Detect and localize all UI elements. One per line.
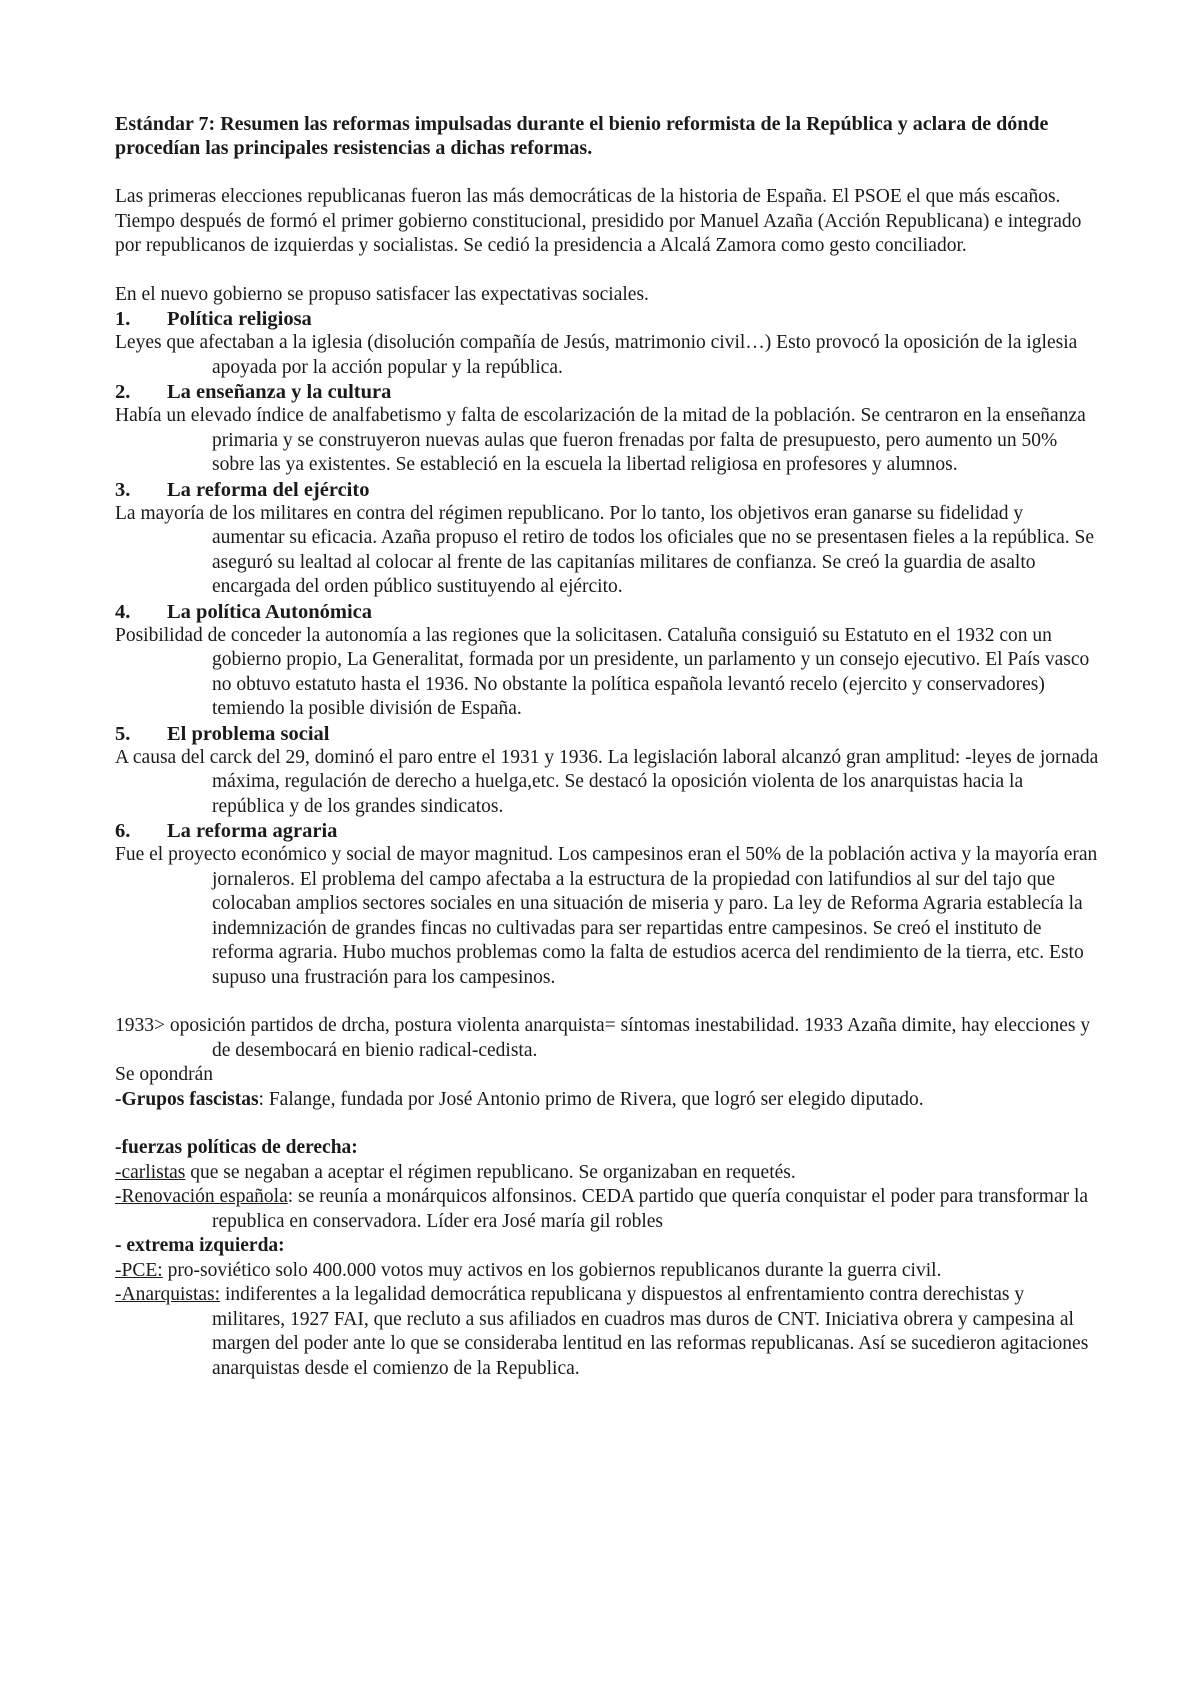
renovacion-text: : se reunía a monárquicos alfonsinos. CEDA partido que quería conquistar el poder para transformar la republica en conservadora. Líder era José maría gil robles bbox=[212, 1186, 1089, 1232]
document-title: Estándar 7: Resumen las reformas impulsadas durante el bienio reformista de la República y aclara de dónde procedían las principales resistencias a dichas reformas. bbox=[115, 113, 1049, 159]
anarquistas-entry bbox=[115, 1283, 1100, 1381]
section-1 bbox=[115, 307, 1100, 380]
section-text: La mayoría de los militares en contra del régimen republicano. Por lo tanto, los objetivos eran ganarse su fidelidad y aumentar su eficacia. Azaña propuso el retiro de todos los oficiales que no se presentasen fieles a la república. Se aseguró su lealtad al colocar al frente de las capitanías militares de confianza. Se creó la guardia de asalto encargada del orden público sustituyendo al ejército. bbox=[115, 502, 1095, 597]
section-2 bbox=[115, 380, 1100, 478]
section-number: 2. bbox=[115, 381, 131, 403]
section-text: Fue el proyecto económico y social de mayor magnitud. Los campesinos eran el 50% de la población activa y la mayoría eran jornaleros. El problema del campo afectaba a la estructura de la propiedad con latifundios al sur del tajo que colocaban amplios sectores sociales en una situación de miseria y paro. La ley de Reforma Agraria establecía la indemnización de grandes fincas no cultivadas para ser repartidas entre campesinos. Se creó el instituto de reforma agraria. Hubo muchos problemas como la falta de estudios acerca del rendimiento de la tierra, etc. Esto supuso una frustración para los campesinos. bbox=[115, 844, 1098, 988]
spacer bbox=[115, 1112, 1100, 1136]
section-title: La reforma del ejército bbox=[167, 478, 370, 501]
section-heading bbox=[115, 600, 1100, 624]
carlistas-entry bbox=[115, 1161, 1100, 1186]
section-number: 6. bbox=[115, 820, 131, 842]
pce-label: -PCE: bbox=[115, 1259, 163, 1281]
section-title: El problema social bbox=[167, 722, 330, 745]
section-number: 3. bbox=[115, 478, 131, 501]
se-opondran-label: Se opondrán bbox=[115, 1064, 214, 1085]
section-title: La enseñanza y la cultura bbox=[167, 381, 392, 403]
section-heading bbox=[115, 478, 1100, 502]
section-heading bbox=[115, 380, 1100, 404]
section-heading bbox=[115, 819, 1100, 843]
renovacion-label: -Renovación española bbox=[115, 1186, 288, 1207]
section-text: Leyes que afectaban a la iglesia (disolución compañía de Jesús, matrimonio civil…) Esto provocó la oposición de la iglesia apoyada por la acción popular y la república. bbox=[115, 332, 1078, 378]
izquierda-heading: - extrema izquierda: bbox=[115, 1235, 285, 1256]
section-number: 4. bbox=[115, 600, 131, 623]
pce-text: pro-soviético solo 400.000 votos muy activos en los gobiernos republicanos durante la guerra civil. bbox=[162, 1259, 942, 1281]
fascistas-text: : Falange, fundada por José Antonio primo de Rivera, que logró ser elegido diputado. bbox=[258, 1088, 924, 1110]
section-title: Política religiosa bbox=[167, 308, 312, 330]
section-6 bbox=[115, 819, 1100, 990]
fascistas-label: -Grupos fascistas bbox=[115, 1088, 259, 1110]
section-4 bbox=[115, 600, 1100, 722]
renovacion-entry bbox=[115, 1185, 1100, 1234]
section-number: 5. bbox=[115, 722, 131, 745]
section-title: La reforma agraria bbox=[167, 820, 338, 842]
section-3 bbox=[115, 478, 1100, 600]
spacer bbox=[115, 990, 1100, 1014]
section-heading bbox=[115, 307, 1100, 331]
derecha-heading: -fuerzas políticas de derecha: bbox=[115, 1137, 358, 1158]
carlistas-text: que se negaban a aceptar el régimen republicano. Se organizaban en requetés. bbox=[185, 1161, 796, 1183]
fascistas-entry bbox=[115, 1088, 1100, 1113]
section-number: 1. bbox=[115, 308, 131, 330]
section-5 bbox=[115, 722, 1100, 820]
section-title: La política Autonómica bbox=[167, 600, 373, 623]
section-text: Había un elevado índice de analfabetismo y falta de escolarización de la mitad de la población. Se centraron en la enseñanza primaria y se construyeron nuevas aulas que fueron frenadas por falta de presupuesto, pero aumento un 50% sobre las ya existentes. Se estableció en la escuela la libertad religiosa en profesores y alumnos. bbox=[115, 405, 1086, 475]
intro-paragraph: Las primeras elecciones republicanas fueron las más democráticas de la historia de España. El PSOE el que más escaños. Tiempo después de formó el primer gobierno constitucional, presidido por Manuel Azaña (Acción Republicana) e integrado por republicanos de izquierdas y socialistas. Se cedió la presidencia a Alcalá Zamora como gesto conciliador. bbox=[115, 186, 1082, 256]
paragraph-1933: 1933> oposición partidos de drcha, postura violenta anarquista= síntomas inestabilidad. 1933 Azaña dimite, hay elecciones y de desembocará en bienio radical-cedista. bbox=[115, 1015, 1091, 1061]
spacer bbox=[115, 259, 1100, 283]
document-body bbox=[115, 112, 1100, 1381]
lead-paragraph: En el nuevo gobierno se propuso satisfacer las expectativas sociales. bbox=[115, 283, 649, 305]
section-text: Posibilidad de conceder la autonomía a las regiones que la solicitasen. Cataluña consiguió su Estatuto en el 1932 con un gobierno propio, La Generalitat, formada por un presidente, un parlamento y un consejo ejecutivo. El País vasco no obtuvo estatuto hasta el 1936. No obstante la política española levantó recelo (ejercito y conservadores) temiendo la posible división de España. bbox=[115, 624, 1090, 719]
anarquistas-label: -Anarquistas: bbox=[115, 1284, 221, 1305]
section-text: A causa del carck del 29, dominó el paro entre el 1931 y 1936. La legislación laboral alcanzó gran amplitud: -leyes de jornada máxima, regulación de derecho a huelga,etc. Se destacó la oposición violenta de los anarquistas hacia la república y de los grandes sindicatos. bbox=[115, 746, 1099, 817]
carlistas-label: -carlistas bbox=[115, 1161, 186, 1183]
section-heading bbox=[115, 722, 1100, 746]
anarquistas-text: indiferentes a la legalidad democrática republicana y dispuestos al enfrentamiento contra derechistas y militares, 1927 FAI, que recluto a sus afiliados en cuadros mas duros de CNT. Iniciativa obrera y campesina al margen del poder ante lo que se consideraba lentitud en las reformas republicanas. Así se sucedieron agitaciones anarquistas desde el comienzo de la Republica. bbox=[212, 1284, 1089, 1379]
pce-entry bbox=[115, 1259, 1100, 1284]
